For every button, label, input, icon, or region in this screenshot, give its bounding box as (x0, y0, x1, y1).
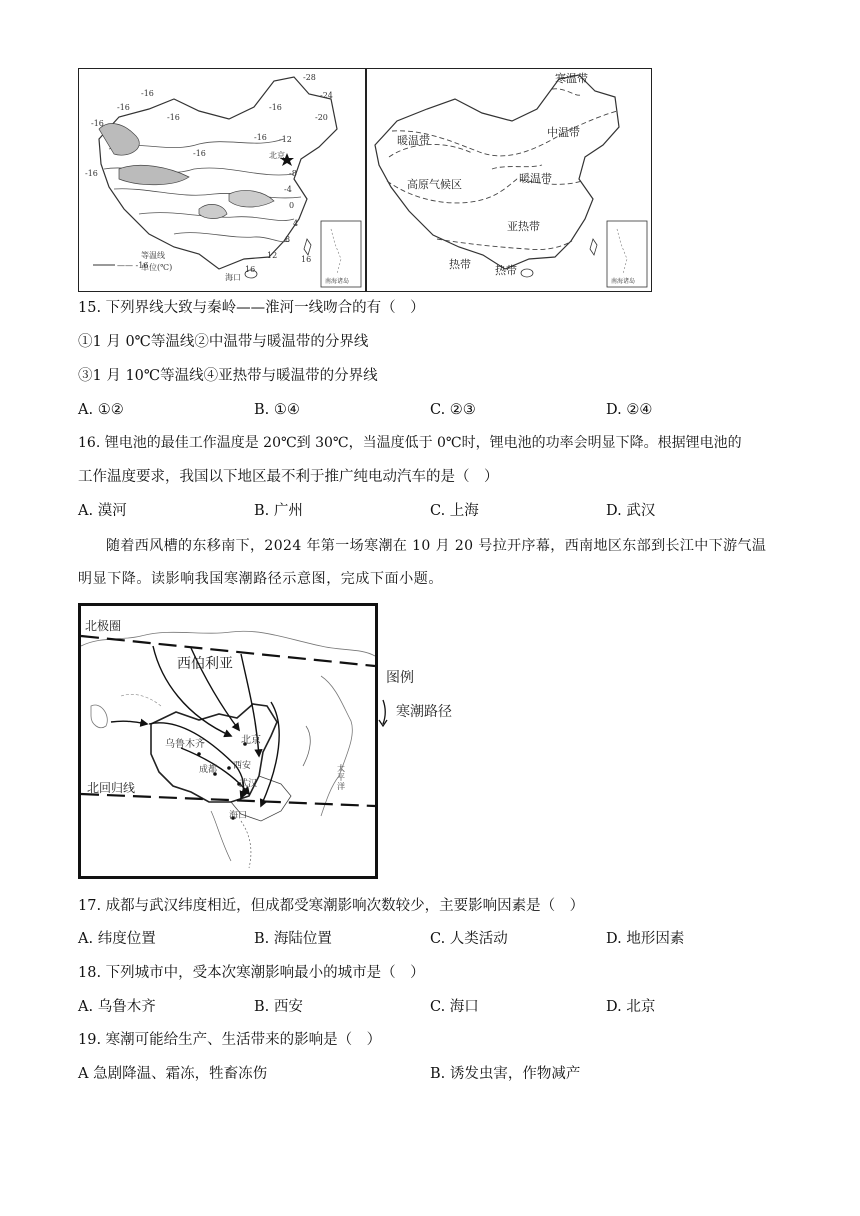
isotherm-map (78, 68, 366, 292)
q15-option-a[interactable]: A. ①② (78, 402, 124, 418)
q17-option-a[interactable]: A. 纬度位置 (78, 931, 156, 947)
isotherm-label: -20 (315, 113, 328, 122)
zone-label-subtropical: 亚热带 (507, 220, 540, 233)
inset-label: 南海诸岛 (325, 278, 350, 285)
isotherm-label: 4 (293, 219, 299, 228)
isotherm-label: -16 (85, 169, 98, 178)
cold-wave-map-drawing (81, 606, 375, 876)
zone-label-plateau: 高原气候区 (407, 178, 462, 191)
q15-option-d[interactable]: D. ②④ (606, 402, 653, 418)
isotherm-label: -16 (117, 103, 130, 112)
q17-option-b[interactable]: B. 海陆位置 (254, 931, 332, 947)
city-label-beijing: 北京 (241, 735, 261, 746)
isotherm-label: -16 (167, 113, 180, 122)
zone-label-cold-temperate: 寒温带 (555, 72, 588, 85)
isotherm-label: -28 (303, 73, 316, 82)
q19-option-b[interactable]: B. 诱发虫害，作物减产 (430, 1066, 581, 1082)
isotherm-label: -12 (279, 135, 292, 144)
city-label-beijing: 北京 (269, 151, 285, 160)
zone-label-mid-temperate: 中温带 (547, 126, 580, 139)
city-label-urumqi: 乌鲁木齐 (165, 739, 205, 750)
isotherm-label: -24 (320, 91, 333, 100)
cold-wave-legend-title: 图例 (386, 670, 414, 686)
q18-option-a[interactable]: A. 乌鲁木齐 (78, 999, 156, 1015)
intro-line2: 明显下降。读影响我国寒潮路径示意图，完成下面小题。 (78, 571, 443, 587)
cold-wave-legend-item: 寒潮路径 (396, 704, 452, 720)
isotherm-label: 12 (267, 251, 278, 260)
cold-wave-map (78, 603, 378, 879)
q18-option-d[interactable]: D. 北京 (606, 999, 656, 1015)
tropic-of-cancer-label: 北回归线 (87, 781, 136, 795)
city-label-chengdu: 成都 (199, 765, 218, 775)
isotherm-label: -16 (254, 133, 267, 142)
q16-option-c[interactable]: C. 上海 (430, 503, 479, 519)
q17-option-c[interactable]: C. 人类活动 (430, 931, 508, 947)
q15-line1: ①1 月 0℃等温线②中温带与暖温带的分界线 (78, 334, 369, 350)
legend-unit: 单位(℃) (141, 263, 173, 272)
legend-line-label: —— -16 (117, 261, 149, 270)
arctic-circle-label: 北极圈 (85, 619, 122, 633)
isotherm-label: 16 (245, 265, 256, 274)
inset-label: 南海诸岛 (611, 278, 636, 285)
q15-line2: ③1 月 10℃等温线④亚热带与暖温带的分界线 (78, 368, 378, 384)
isotherm-label: -16 (91, 119, 104, 128)
city-label-wuhan: 武汉 (239, 779, 258, 789)
isotherm-label: -16 (269, 103, 282, 112)
zone-label-tropical: 热带 (495, 264, 517, 277)
isotherm-label: -4 (284, 185, 292, 194)
siberia-label: 西伯利亚 (177, 656, 233, 672)
isotherm-label: -16 (193, 149, 206, 158)
isotherm-label: -16 (141, 89, 154, 98)
q18-option-b[interactable]: B. 西安 (254, 999, 303, 1015)
q16-option-b[interactable]: B. 广州 (254, 503, 303, 519)
q17-option-d[interactable]: D. 地形因素 (606, 931, 685, 947)
intro-line1: 随着西风槽的东移南下，2024 年第一场寒潮在 10 月 20 号拉开序幕，西南地区东部到长江中下游气温 (106, 538, 767, 554)
legend-title: 等温线 (141, 251, 165, 260)
zone-label-warm-temperate: 暖温带 (397, 134, 430, 147)
q16-stem-line1: 16. 锂电池的最佳工作温度是 20℃到 30℃，当温度低于 0℃时，锂电池的功率会明显下降。根据锂电池的 (78, 435, 742, 451)
isotherm-label: 16 (301, 255, 312, 264)
q16-option-d[interactable]: D. 武汉 (606, 503, 656, 519)
city-label-haikou: 海口 (229, 811, 248, 821)
city-label-xian: 西安 (233, 761, 252, 771)
isotherm-label: -8 (289, 169, 297, 178)
isotherm-label: 8 (285, 235, 291, 244)
zone-label-tropical: 热带 (449, 258, 471, 271)
q17-stem: 17. 成都与武汉纬度相近，但成都受寒潮影响次数较少，主要影响因素是（ ） (78, 898, 585, 914)
q15-stem: 15. 下列界线大致与秦岭——淮河一线吻合的有（ ） (78, 300, 425, 316)
q19-option-a[interactable]: A 急剧降温、霜冻，牲畜冻伤 (78, 1066, 268, 1082)
q18-option-c[interactable]: C. 海口 (430, 999, 479, 1015)
climate-zone-map (366, 68, 652, 292)
city-label-haikou: 海口 (225, 273, 241, 282)
q19-stem: 19. 寒潮可能给生产、生活带来的影响是（ ） (78, 1032, 382, 1048)
zone-label-warm-temperate: 暖温带 (519, 172, 552, 185)
q18-stem: 18. 下列城市中，受本次寒潮影响最小的城市是（ ） (78, 965, 425, 981)
isotherm-label: 0 (289, 201, 295, 210)
q15-option-c[interactable]: C. ②③ (430, 402, 476, 418)
cold-wave-legend-arrow-icon (378, 698, 392, 728)
q16-option-a[interactable]: A. 漠河 (78, 503, 127, 519)
q16-stem-line2: 工作温度要求，我国以下地区最不利于推广纯电动汽车的是（ ） (78, 469, 499, 485)
ocean-label-pacific: 太平洋 (337, 764, 345, 791)
q15-option-b[interactable]: B. ①④ (254, 402, 300, 418)
